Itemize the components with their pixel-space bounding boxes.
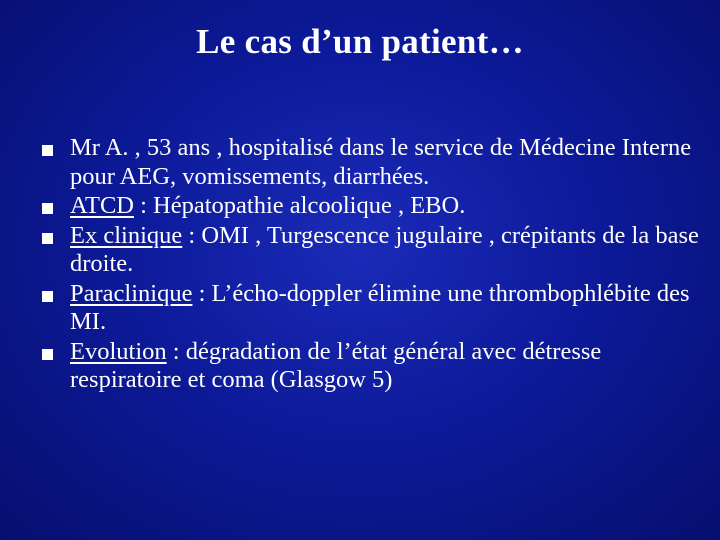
bullet-text: : Hépatopathie alcoolique , EBO. [133,192,466,219]
bullet-term: ATCD [70,192,134,219]
bullet-item-atcd [40,192,700,221]
bullet-text: : OMI , Turgescence jugulaire , crépitants de la base droite. [70,221,699,277]
slide-title: Le cas d’un patient… [196,22,524,61]
bullet-term: Ex clinique [70,221,183,249]
bullet-item-ex-clinique [40,222,700,279]
bullet-text: : L’écho-doppler élimine une thrombophlébite des MI. [70,279,690,335]
bullet-list [40,134,700,396]
bullet-item-patient [40,134,700,191]
square-bullet-icon [42,291,53,302]
bullet-item-evolution [40,338,700,395]
bullet-term: Evolution [70,337,167,365]
bullet-text: : dégradation de l’état général avec détresse respiratoire et coma (Glasgow 5) [70,337,602,393]
square-bullet-icon [42,145,53,156]
square-bullet-icon [42,203,53,214]
bullet-term: Paraclinique [70,279,193,307]
bullet-text: Mr A. , 53 ans , hospitalisé dans le service de Médecine Interne pour AEG, vomissements, diarrhées. [70,134,692,190]
bullet-item-paraclinique [40,280,700,337]
square-bullet-icon [42,233,53,244]
square-bullet-icon [42,349,53,360]
